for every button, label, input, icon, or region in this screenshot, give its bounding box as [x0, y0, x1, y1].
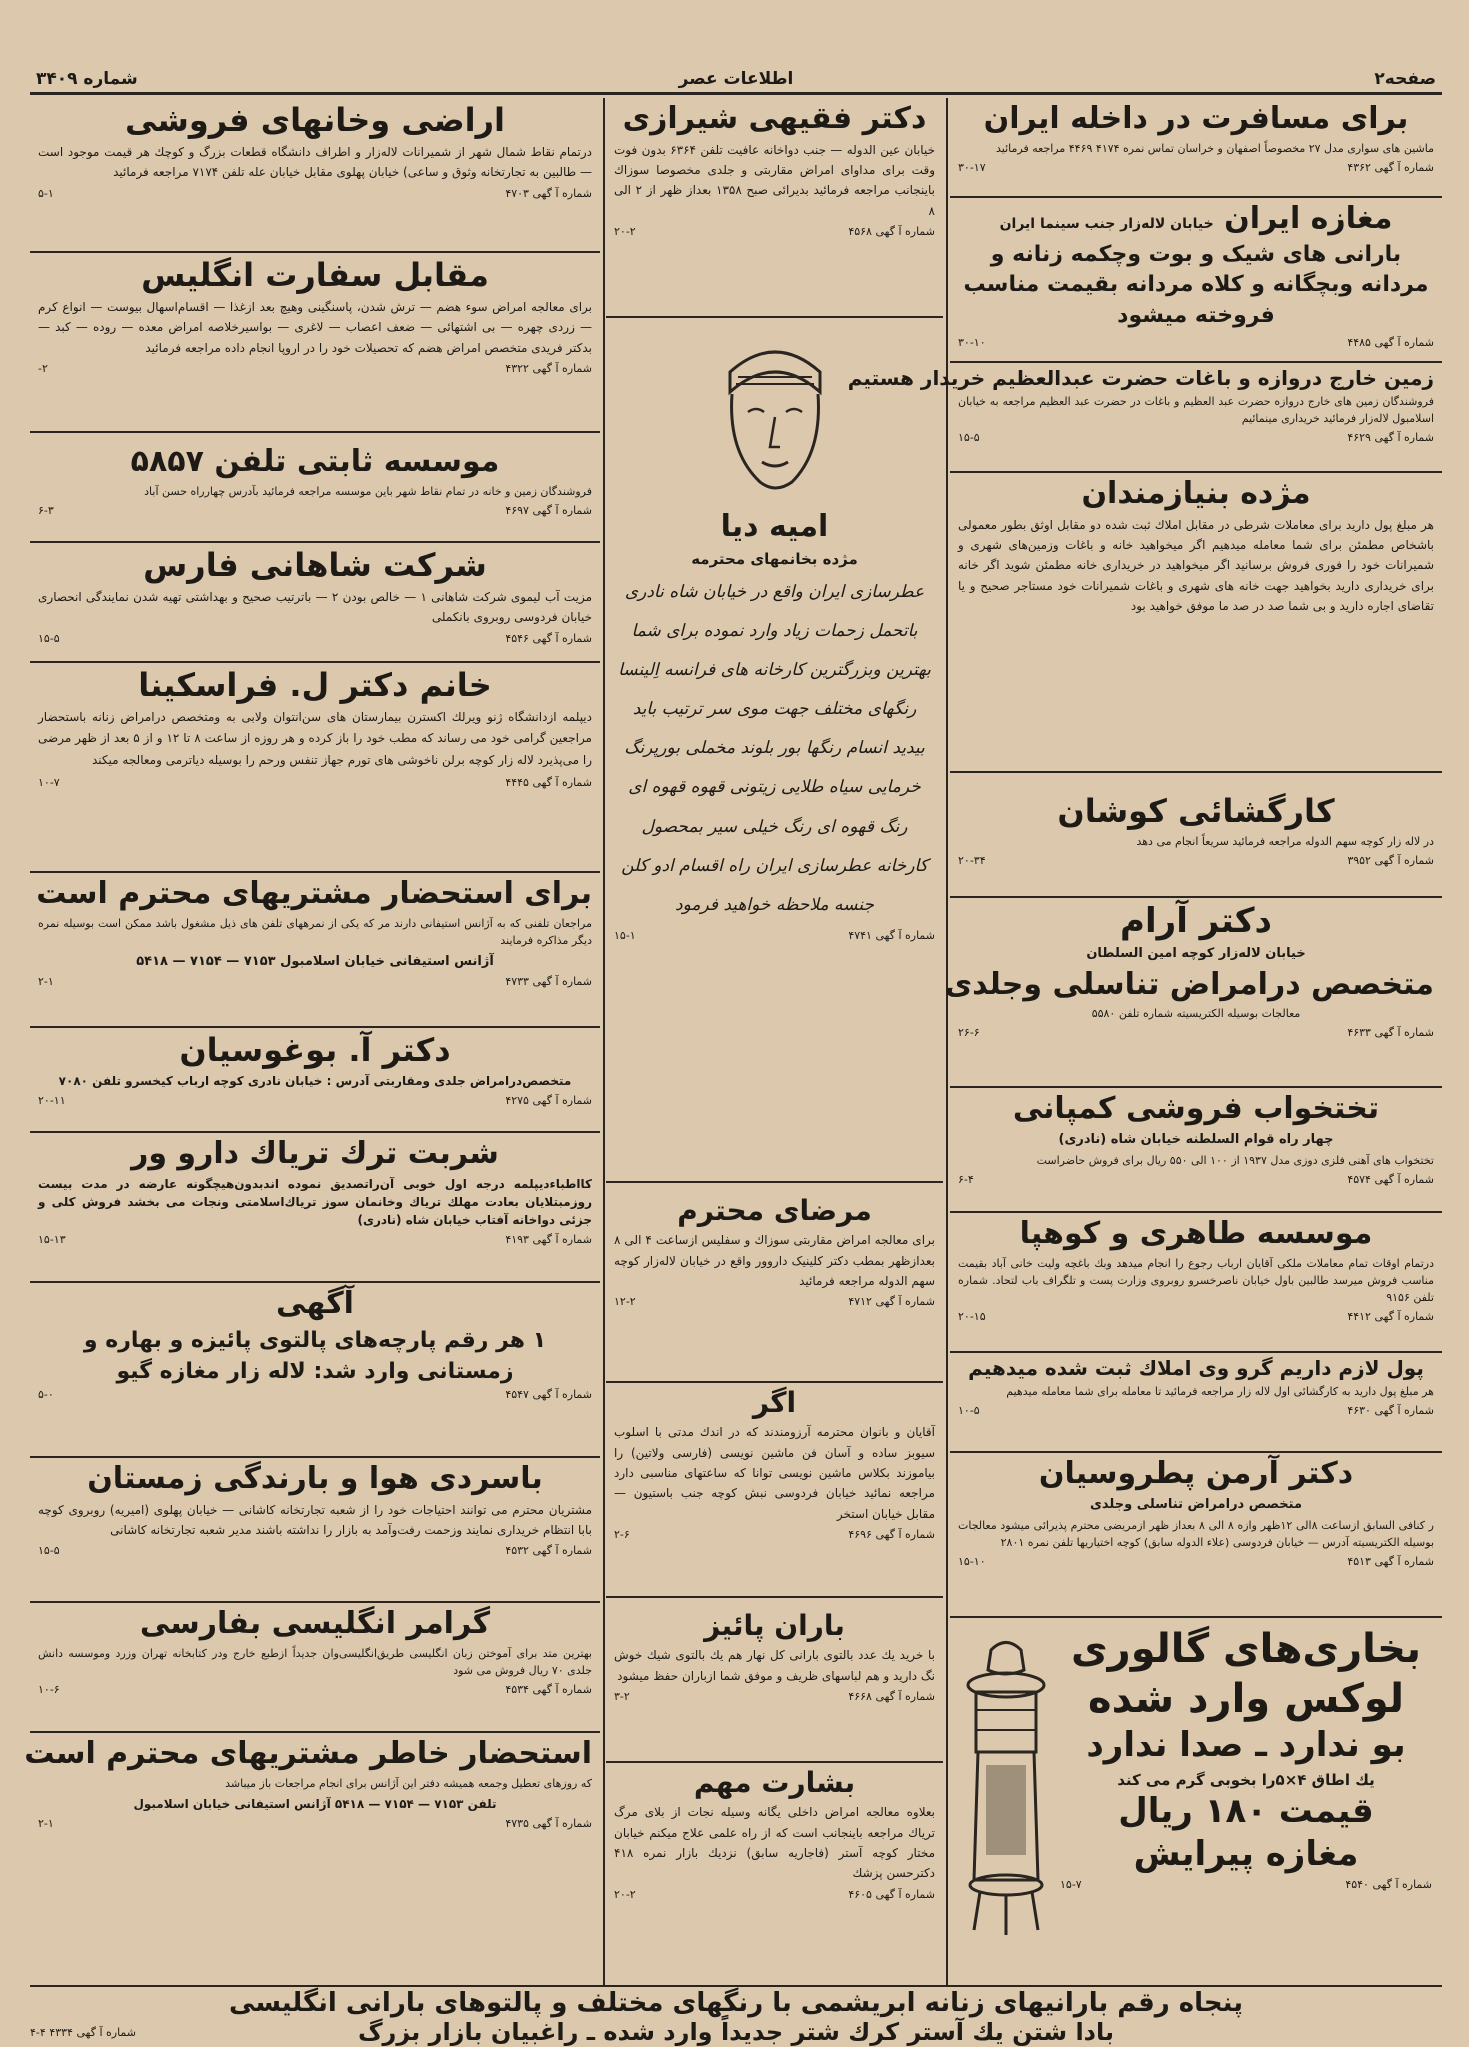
ad-number: شماره آ گهی ۴۷۳۵	[505, 1816, 592, 1830]
heater-illustration-icon	[956, 1630, 1056, 1950]
ad-bed-company	[950, 1088, 1442, 1213]
ad-body: که روزهای تعطیل وجمعه همیشه دفتر این آژانس برای انجام مراجعات باز میباشد	[225, 1776, 592, 1790]
ad-footer	[38, 975, 592, 988]
ad-footer	[958, 854, 1434, 867]
ad-number: شماره آ گهی ۴۳۲۲	[505, 361, 592, 375]
ad-body: متخصص‌درامراض جلدی ومقاربتی آدرس : خیابان نادری کوچه ارباب کیخسرو تلفن ۷۰۸۰	[58, 1073, 572, 1088]
ad-title: شربت ترك ترياك دارو ور	[131, 1136, 499, 1171]
ad-code: ۱۵-۱۰	[958, 1555, 986, 1569]
ad-line2: زمستانی وارد شد: لاله زار مغازه گیو	[116, 1358, 514, 1384]
ad-sabeti	[30, 433, 600, 543]
ad-body: بعلاوه معالجه امراض داخلی یگانه وسیله نجات از بلای مرگ ترياك مراجعه باینجانب است که از راه علمی علاج میکنم خیابان مختار کوچه آستر (فاجاریه سابق) نزدیك بازار نمره ۴۱۸ دکترحسن پزشك	[614, 1805, 935, 1881]
ad-hair-dye	[606, 318, 943, 1183]
ad-number: شماره آ گهی ۴۶۹۶	[848, 1528, 935, 1542]
ad-body: خیابان عین الدوله — جنب دواخانه عافیت تلفن ۶۳۶۴ بدون فوت وقت برای مداوای امراض مقاربتی و جلدی مخصوصا سوزاك باینجانب مراجعه فرمائید بدیرائی صبح ۱۳۵۸ بعداز ظهر از ۲ الی ۸	[614, 142, 935, 218]
ad-code: ۶-۴	[958, 1173, 974, 1187]
ad-number: شماره آ گهی ۴۴۸۵	[1347, 335, 1434, 349]
issue-number: شماره ۳۴۰۹	[36, 69, 138, 89]
ad-footer	[38, 504, 592, 517]
ad-number: شماره آ گهی ۴۶۳۳	[1347, 1026, 1434, 1040]
ad-number: شماره آ گهی ۴۵۳۲	[505, 1544, 592, 1558]
ad-title: دکتر آ. بوغوسیان	[179, 1031, 451, 1069]
ad-number: شماره آ گهی ۴۶۰۵	[848, 1887, 935, 1901]
ad-title: موسسه طاهری و کوهپا	[1019, 1216, 1373, 1251]
ad-code: ۱۵-۵	[38, 1544, 60, 1558]
heater-text	[1060, 1626, 1432, 1891]
ad-british-embassy	[30, 253, 600, 433]
ad-footer	[614, 1888, 935, 1901]
ad-title: استحضار خاطر مشتریهای محترم است	[24, 1736, 592, 1771]
ad-iran-shop	[950, 198, 1442, 363]
ad-shahani	[30, 543, 600, 663]
ad-code: ۲-	[38, 361, 48, 375]
ad-body: فروشندگان زمین و خانه در تمام نقاط شهر باین موسسه مراجعه فرمائید بآدرس چهارراه حسن آباد	[144, 484, 592, 498]
ad-footer	[614, 1528, 935, 1541]
ad-code: ۵-۰	[38, 1388, 54, 1402]
ad-typing-class	[606, 1383, 943, 1598]
banner-line2: بادا شتن یك آستر کرك شتر جدیداً وارد شده ـ راغبیان بازار بزرگ	[357, 2018, 1115, 2046]
ad-footer	[958, 1404, 1434, 1417]
ad-number: شماره آ گهی ۴۵۴۶	[505, 631, 592, 645]
ad-footer	[614, 1295, 935, 1308]
ad-body: در لاله زار کوچه سهم الدوله مراجعه فرمائید سریعاً انجام می دهد	[1136, 834, 1434, 848]
ad-code: ۶-۳	[38, 503, 54, 517]
ad-cold-weather	[30, 1458, 600, 1603]
ad-english-grammar	[30, 1603, 600, 1733]
ad-footer	[38, 1683, 592, 1696]
ad-subtitle: چهار راه قوام السلطنه خیابان شاه (نادری)	[1058, 1131, 1334, 1147]
ad-patients	[606, 1183, 943, 1383]
ad-subtitle: متخصص درامراض تناسلی وجلدی	[1089, 1496, 1303, 1512]
ad-title: خانم دکتر ل. فراسکینا	[138, 666, 492, 704]
ad-number: شماره آ گهی ۴۷۳۳	[505, 975, 592, 989]
ad-code: ۲۰-۲	[614, 1887, 636, 1901]
ad-travel	[950, 98, 1442, 198]
ad-number: شماره آ گهی ۴۷۰۳	[505, 186, 592, 200]
ad-title: موسسه ثابتی تلفن ۵۸۵۷	[130, 444, 500, 479]
ad-number: شماره آ گهی ۴۵۷۴	[1347, 1173, 1434, 1187]
ad-body: برای معالجه امراض مقاربتی سوزاك و سفلیس ازساعت ۴ الی ۸ بعدازظهر بمطب دکتر کلینیک داروور واقع در خیابان لاله‌زار کوچه سهم الدوله مراجعه فرمائید	[614, 1233, 935, 1288]
ad-title: باسردی هوا و بارندگی زمستان	[87, 1461, 543, 1496]
ad-code: ۳-۲	[614, 1689, 630, 1703]
ad-body: آقایان و بانوان محترمه آرزومندند که در اندك مدتی با اسلوب سیوبز ساده و آسان فن ماشین نویسی (فارسی ولاتین) را بیاموزند بکلاس ماشین نویسی توانا که ساعتهای مناسبی دارد مراجعه نمائید خیابان فردوسی نبش کوچه جنب باستیون — مقابل خیابان استخر	[614, 1425, 935, 1521]
ad-body: تختخواب های آهنی فلزی دوزی مدل ۱۹۳۷ از ۱۰۰ الی ۵۵۰ ریال برای فروش حاضراست	[1036, 1154, 1434, 1167]
ad-body: مزیت آب لیموی شرکت شاهانی ۱ — خالص بودن ۲ — باترتیب صحیح و بهداشتی تهیه شدن نمایندگی انحصاری خیابان فردوسی روبروی بانکملی	[38, 589, 593, 625]
ad-title: کارگشائی کوشان	[1057, 792, 1335, 830]
middle-column	[606, 98, 943, 1985]
ad-code: ۳۰-۱۰	[958, 335, 986, 349]
ad-title: اگر	[752, 1386, 797, 1419]
banner-code: ۴-۴	[30, 2026, 46, 2039]
ad-footer	[1060, 1878, 1432, 1891]
ad-footer	[958, 161, 1434, 174]
ad-title: دکتر فقیهی شیرازی	[622, 101, 927, 136]
ad-footer	[38, 1094, 592, 1107]
ad-footer	[958, 1555, 1434, 1568]
ad-number: شماره آ گهی ۴۶۳۰	[1347, 1404, 1434, 1418]
ad-line3: بو ندارد ـ صدا ندارد	[1086, 1725, 1406, 1765]
ad-autumn-rain	[606, 1598, 943, 1763]
ad-number: شماره آ گهی ۴۵۳۴	[505, 1682, 592, 1696]
ad-code: ۲۰-۳۴	[958, 853, 986, 867]
ad-footer	[614, 1690, 935, 1703]
ad-code: ۱۲-۲	[614, 1295, 636, 1309]
ad-number: شماره آ گهی ۴۷۴۱	[848, 928, 935, 942]
ad-code: ۲-۱	[38, 1816, 54, 1830]
ad-number: شماره آ گهی ۴۶۹۷	[505, 503, 592, 517]
ad-number: شماره آ گهی ۴۵۱۳	[1347, 1555, 1434, 1569]
left-column	[24, 98, 600, 1985]
ad-title: برای استحضار مشتریهای محترم است	[36, 876, 592, 911]
ad-title: آگهی	[276, 1286, 354, 1321]
footer-rule	[30, 1985, 1442, 1987]
ad-footer	[38, 187, 592, 200]
ad-koushan	[950, 773, 1442, 898]
ad-code: ۱۵-۱	[614, 928, 636, 942]
ad-code: ۲-۱	[38, 975, 54, 989]
ad-body: معالجات بوسیله الکتریسیته شماره تلفن ۵۵۸۰	[1091, 1007, 1301, 1021]
header-rule	[30, 92, 1442, 95]
ad-title: برای مسافرت در داخله ایران	[983, 101, 1409, 136]
ad-code: ۱۰-۵	[958, 1404, 980, 1418]
ad-body: یك اطاق ۴×۵را بخوبی گرم می کند	[1117, 1771, 1375, 1790]
banner-line1: پنجاه رقم بارانیهای زنانه ابریشمی با رنگهای مختلف و پالتوهای بارانی انگلیسی	[229, 1988, 1243, 2018]
ad-opium-syrup	[30, 1133, 600, 1283]
ad-line2: لوکس وارد شده	[1088, 1676, 1404, 1722]
ad-footer	[38, 362, 592, 375]
ad-body: هر مبلغ پول داريد به کارگشائی اول لاله زار مراجعه فرمائید تا معامله برای شما معامله میدهیم	[1006, 1385, 1434, 1398]
ad-subtitle: مژده بخانمهای محترمه	[691, 549, 858, 568]
ad-footer	[614, 929, 935, 942]
banner-number: شماره آ گهی ۴۳۳۴	[49, 2026, 136, 2039]
woman-face-illustration-icon	[700, 332, 850, 502]
ad-title: زمین خارج دروازه و باغات حضرت عبدالعظیم خریدار هستیم	[847, 366, 1434, 390]
ad-body: دیپلمه ازدانشگاه ژنو ویرلك اکسترن بیمارستان های سن‌انتوان ولابی به ومتخصص درامراض زنانه باستحضار مراجعین گرامی خود می رساند که مطب خود را باز کرده و هر روزه از ساعت ۸ تا ۱۲ و از ۵ بعد از ظهر مرضی را می‌پذیرد لاله زار کوچه برلن ناخوشی های تورم جهاز تنفس ورحم را بوسیله دیاترمی ومعالجه میکند	[38, 709, 592, 767]
ad-body: با خرید یك عدد بالتوی بارانی کل نهار هم یك بالتوی شیك خوش نگ دارید و هم لباسهای ظریف و موفق شما ازباران حفظ میشود	[614, 1648, 935, 1683]
column-divider-left	[603, 98, 605, 1986]
ad-number: شماره آ گهی ۴۵۴۷	[505, 1388, 592, 1402]
ad-footer	[38, 632, 592, 645]
ad-doctor-boghosian	[30, 1028, 600, 1133]
ad-code: ۱۵-۱۳	[38, 1232, 66, 1246]
ad-code: ۱۵-۵	[38, 631, 60, 645]
ad-headline: متخصص درامراض تناسلی وجلدی	[944, 966, 1434, 1002]
ad-body: برای معالجه امراض سوء هضم — ترش شدن، پاسنگینی وهیچ بعد ازغذا — اقسام‌اسهال بیوست — انواع کرم — زردی چهره — بی اشتهائی — ضعف اعصاب — لاغری — بواسیرخلاصه امراض معده — روده — کبد — بدکتر فریدی متخصص امراض هضم که تحصیلات خود را در اروپا انجام داده مراجعه فرمائید	[38, 299, 592, 355]
ad-number: شماره آ گهی ۴۱۹۳	[505, 1232, 592, 1246]
ad-title: گرامر انگلیسی بفارسی	[139, 1606, 491, 1641]
ad-taheri	[950, 1213, 1442, 1353]
ad-title: بخاری‌های گالوری	[1071, 1626, 1421, 1672]
ad-code: ۲۶-۶	[958, 1026, 980, 1040]
ad-phone: آژانس استیفانی خیابان اسلامبول ۷۱۵۳ — ۷۱۵۴ — ۵۴۱۸	[136, 953, 494, 969]
ad-doctor-petrosian	[950, 1453, 1442, 1618]
ad-code: ۲۰-۱۵	[958, 1309, 986, 1323]
ad-title: شرکت شاهانی فارس	[143, 546, 487, 584]
ad-title: پول لازم داریم گرو وی املاك ثبت شده میدهیم	[968, 1356, 1424, 1380]
ad-number: شماره آ گهی ۴۶۲۹	[1347, 431, 1434, 445]
bottom-banner-ad	[30, 1988, 1442, 2046]
ad-title: تختخواب فروشی کمپانی	[1012, 1091, 1380, 1126]
page-number: صفحه۲	[1374, 69, 1436, 89]
ad-number: شماره آ گهی ۴۳۶۲	[1347, 160, 1434, 174]
ad-code: ۲-۶	[614, 1528, 630, 1542]
ad-footer	[958, 1310, 1434, 1323]
ad-footer	[38, 1388, 592, 1401]
ad-title: باران پائیز	[704, 1609, 845, 1642]
ad-notice-fabrics	[30, 1283, 600, 1458]
ad-number: شماره آ گهی ۴۴۴۵	[505, 775, 592, 789]
ad-code: ۲۰-۱۱	[38, 1093, 66, 1107]
ad-title: مرضای محترم	[677, 1194, 872, 1227]
ad-number: شماره آ گهی ۴۲۷۵	[505, 1093, 592, 1107]
ad-customer-notice	[24, 1733, 600, 1985]
ad-body: ر کنافی السابق ازساعت ۸الی ۱۲ظهر وازه ۸ الی ۸ بعداز ظهر ازمریضی محترم پذیرائی میشود معالجات بوسیله الکتریسیته آدرس — خیابان فردوسی (علاء الدوله سابق) کوچه اختیاریها تلفن نمره ۲۸۰۱	[958, 1519, 1434, 1550]
ad-body: مراجعان تلفنی که به آژانس استیفانی دارند مر که یکی از نمرههای تلفن های ذیل مشغول باشد ممکن است بوسیله نمره دیگر مذاکره فرمایند	[38, 916, 592, 947]
ad-land-buyer	[847, 363, 1442, 473]
ad-shop: مغازه پیرایش	[1133, 1833, 1359, 1874]
ad-title: مژده بنیازمندان	[1081, 476, 1311, 511]
banner-line2-wrap	[30, 2018, 1442, 2046]
ad-number: شماره آ گهی ۴۷۱۲	[848, 1295, 935, 1309]
ad-phone: تلفن ۷۱۵۳ — ۷۱۵۴ — ۵۴۱۸ آژانس استیفانی خیابان اسلامبول	[133, 1796, 497, 1811]
ad-footer	[614, 225, 935, 238]
ad-code: ۱۰-۷	[38, 775, 60, 789]
ad-footer	[38, 1817, 592, 1830]
ad-number: شماره آ گهی ۴۴۱۲	[1347, 1309, 1434, 1323]
ad-title: دکتر آرمن پطروسیان	[1038, 1456, 1354, 1491]
ad-body: بارانی های شیک و بوت وچکمه زنانه و مردانه وبچگانه و کلاه مردانه بقیمت مناسب فروخته میشود	[963, 241, 1429, 329]
ad-body: عطرسازی ایران واقع در خیابان شاه نادری باتحمل زحمات زیاد وارد نموده برای شما بهترین وبزرگترین کارخانه های فرانسه اِلینسا رنگهای مختلف جهت موی سر ترتیب باید بیدید انسام رنگها بور بلوند مخملی بورپرنگ خرمایی سیاه طلایی زیتونی قهوه قهوه ای رنگ قهوه ای رنگ خیلی سیر بمحصول کارخانه عطرسازی ایران راه اقسام ادو کلن جنسه ملاحظه خواهید فرمود	[618, 582, 931, 915]
ad-body: هر مبلغ پول داريد برای معاملات شرطی در مقابل املاك ثبت شده دو مقابل اوثق بطور معمولی باشخاص مطمئن برای شما معامله میدهیم اگر میخواهید خانه و باغات وزمین‌های شهری و شمیرانات خود را فوری فروش برسانید اگر میخواهید در خریداری خانه مطمئن شوید اگر خانه برای خریداری دارید بخواهید جهت خانه های شهری و باغات شمیرانات خود مستاجر صحیح و یا تقاضای اجاره دارید و بی شما صد در صد ما موفق خواهید بود	[958, 517, 1434, 614]
ad-number: شماره آ گهی ۴۵۶۸	[848, 225, 935, 239]
ad-code: ۱۵-۵	[958, 431, 980, 445]
ad-good-news	[950, 473, 1442, 773]
ad-footer	[958, 431, 1434, 444]
ad-land-sale	[30, 98, 600, 253]
ad-footer	[958, 1026, 1434, 1039]
ad-number: شماره آ گهی ۴۶۶۸	[848, 1689, 935, 1703]
ad-footer	[38, 1544, 592, 1557]
ad-title: اراضی وخانهای فروشی	[125, 101, 505, 139]
newspaper-title: اطلاعات عصر	[678, 69, 794, 89]
ad-body: درتمام اوقات تمام معاملات ملکی آقایان ارباب رجوع را انجام میدهد وبك باغچه ولیت خانی آباد بقیمت مناسب فروش میرسد طالبین باول خیابان ناصرخسرو روبروی وزارت پست و تلگراف باب لتحاد. شماره تلفن ۹۱۵۶	[958, 1256, 1434, 1304]
ad-subtitle: خیابان لاله‌زار جنب سینما ایران	[999, 216, 1214, 232]
ad-money-loan	[950, 1353, 1442, 1453]
ad-important-news	[606, 1763, 943, 1985]
ad-title	[958, 202, 1434, 237]
ad-body: درتمام نقاط شمال شهر از شمیرانات لاله‌زار و اطراف دانشگاه قطعات بزرگ و کوچك هر قیمت موجود است — طالبین به تجارتخانه وثوق و ساعی) خیابان پهلوی مقابل خیابان عله تلفن ۷۱۷۴ مراجعه فرمائید	[38, 144, 592, 180]
ad-title: دکتر آرام	[1120, 901, 1272, 941]
ad-body: کااطباءدیپلمه درجه اول خوبی آن‌راتصدیق نموده اندبدون‌هیچگونه عارضه در مدت بیست روزمبتلایان بعادت مهلك ترياك وخانمان سوز ترياك‌اسلامتی ونجات می بخشد فروش کلی و جزئی دواخانه آفتاب خیابان شاه (نادری)	[38, 1176, 592, 1227]
ad-doctor-aram	[944, 898, 1442, 1088]
ad-body: بهترین متد برای آموختن زبان انگلیسی طریق‌انگلیسی‌وان جدیداً ازطبع خارج ودر کتابخانه تهران وزرد وموسسه دانش جلدی ۷۰ ریال فروش می شود	[38, 1646, 592, 1677]
ad-title: امیه دیا	[720, 509, 829, 544]
ad-code: ۱۰-۶	[38, 1682, 60, 1696]
ad-code: ۲۰-۲	[614, 225, 636, 239]
ad-body: ماشین های سواری مدل ۲۷ مخصوصاً اصفهان و خراسان تماس نمره ۴۱۷۴ ۴۴۶۹ مراجعه فرمائید	[996, 141, 1434, 155]
ad-footer	[38, 776, 592, 789]
ad-title: بشارت مهم	[693, 1766, 856, 1799]
ad-stefani-agency	[30, 873, 600, 1028]
ad-footer	[958, 336, 1434, 349]
ad-price: قیمت ۱۸۰ ریال	[1118, 1790, 1374, 1831]
ad-line1: ۱ هر رقم پارچه‌های پالتوی پائیزه و بهاره و	[83, 1327, 547, 1353]
ad-title-text: مغازه ایران	[1224, 201, 1393, 236]
ad-gallery-heater	[950, 1618, 1442, 1985]
ad-body: فروشندگان زمین های خارج دروازه حضرت عبد العظیم و باغات در حضرت عبد العظیم مراجعه به خیابان اسلامبول لاله‌زار فرمائید خریداری مینمائیم	[958, 395, 1434, 426]
ad-body: مشتریان محترم می توانند احتیاجات خود را از شعبه تجارتخانه کاشانی — خیابان پهلوی (امیریه) روبروی کوچه بابا انتظام خریداری نمایند وزحمت رفت‌وآمد به بازار را نداشته باشند مدیر شعبه تجارتخانه کاشانی	[38, 1502, 592, 1537]
ad-subtitle: خیابان لاله‌زار کوچه امین السلطان	[1086, 946, 1306, 962]
ad-footer	[38, 1233, 592, 1246]
banner-ad-number	[30, 2026, 136, 2039]
ad-doctor-faghihi	[606, 98, 943, 318]
page-header	[30, 65, 1442, 91]
ad-code: ۳۰-۱۷	[958, 160, 986, 174]
ad-doctor-fraskina	[30, 663, 600, 873]
ad-code: ۱۵-۷	[1060, 1877, 1082, 1891]
ad-title: مقابل سفارت انگلیس	[141, 256, 489, 294]
ad-number: شماره آ گهی ۴۵۴۰	[1345, 1877, 1432, 1891]
ad-number: شماره آ گهی ۳۹۵۲	[1347, 853, 1434, 867]
ad-code: ۵-۱	[38, 186, 54, 200]
ad-footer	[958, 1173, 1434, 1186]
